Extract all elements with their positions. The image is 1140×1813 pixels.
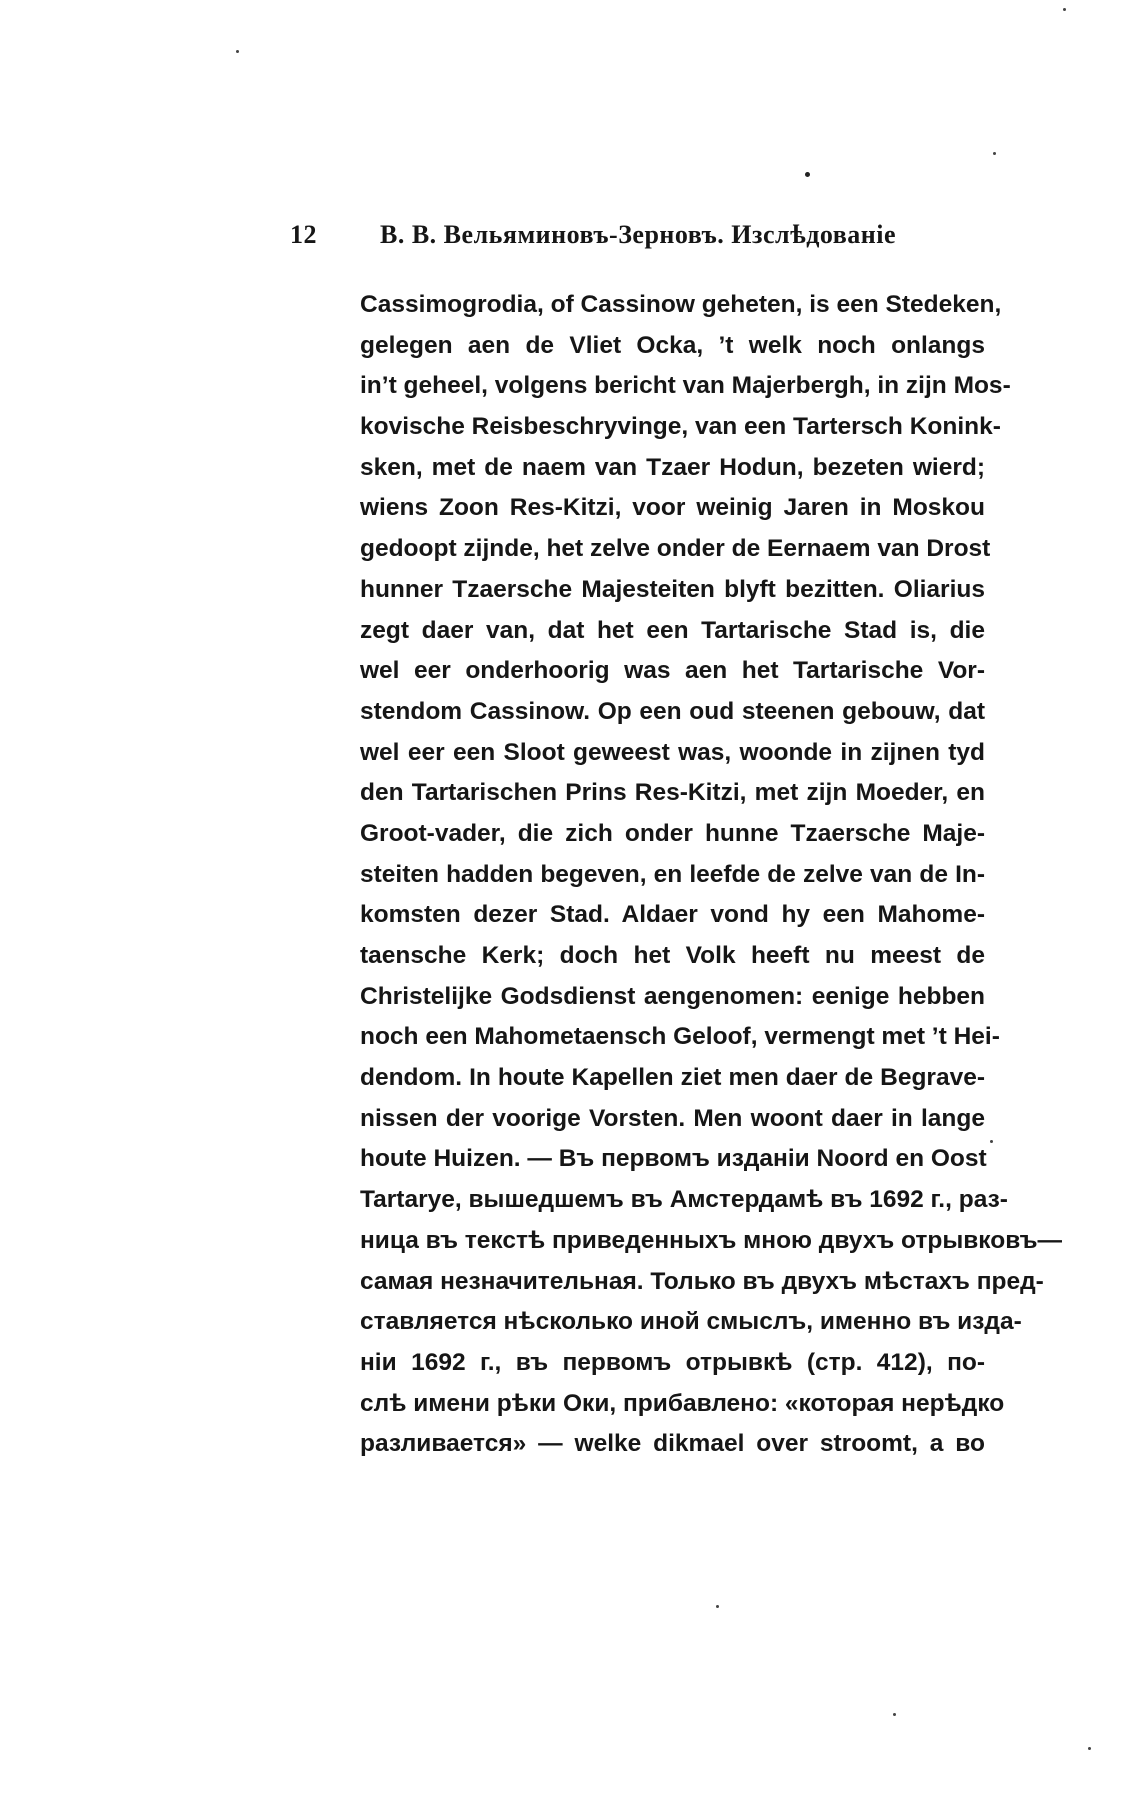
text-line: wiens Zoon Res-Kitzi, voor weinig Jaren in Moskou	[360, 494, 985, 522]
scan-speck	[990, 1140, 993, 1143]
text-line: stendom Cassinow. Op een oud steenen gebouw, dat	[360, 697, 985, 725]
text-line: ніи 1692 г., въ первомъ отрывкѣ (стр. 412), по-	[360, 1348, 985, 1376]
text-line: komsten dezer Stad. Aldaer vond hy een Mahome-	[360, 901, 985, 929]
text-line: sken, met de naem van Tzaer Hodun, bezeten wierd;	[360, 453, 985, 481]
text-line: разливается» — welke dikmael over stroomt, а во	[360, 1430, 985, 1458]
text-line: Cassimogrodia, of Cassinow geheten, is een Stedeken,	[360, 291, 1002, 318]
text-line: gelegen aen de Vliet Ocka, ’t welk noch onlangs	[360, 331, 985, 359]
running-title: В. В. Вельяминовъ-Зерновъ. Изслѣдованіе	[380, 220, 897, 249]
text-line: Tartarye, вышедшемъ въ Амстердамѣ въ 1692 г., раз-	[360, 1186, 1008, 1214]
text-line: hunner Tzaersche Majesteiten blyft bezitten. Oliarius	[360, 575, 985, 603]
text-line: wel eer onderhoorig was aen het Tartarische Vor-	[360, 657, 985, 685]
text-line: taensche Kerk; doch het Volk heeft nu meest de	[360, 942, 985, 969]
page-number: 12	[290, 220, 317, 249]
scan-speck	[893, 1713, 896, 1716]
text-line: dendom. In houte Kapellen ziet men daer de Begrave-	[360, 1064, 985, 1092]
running-head	[290, 220, 990, 260]
scan-speck	[1088, 1747, 1091, 1750]
scan-speck	[716, 1605, 719, 1608]
text-line: houte Huizen. — Въ первомъ изданіи Noord en Oost	[360, 1145, 987, 1173]
text-line: wel eer een Sloot geweest was, woonde in zijnen tyd	[360, 738, 985, 766]
text-line: Groot-vader, die zich onder hunne Tzaersche Maje-	[360, 819, 985, 847]
text-line: in’t geheel, volgens bericht van Majerbergh, in zijn Mos-	[360, 372, 1011, 400]
scan-speck	[236, 50, 239, 53]
text-line: самая незначительная. Только въ двухъ мѣстахъ пред-	[360, 1267, 1044, 1295]
text-line: steiten hadden begeven, en leefde de zelve van de In-	[360, 860, 985, 888]
text-line: ставляется нѣсколько иной смыслъ, именно въ изда-	[360, 1308, 1022, 1336]
text-line: kovische Reisbeschryvinge, van een Tartersch Konink-	[360, 413, 1001, 441]
scan-speck	[1063, 8, 1066, 11]
text-line: nissen der voorige Vorsten. Men woont daer in lange	[360, 1104, 985, 1132]
scan-speck	[805, 172, 810, 177]
text-line: gedoopt zijnde, het zelve onder de Eernaem van Drost	[360, 535, 991, 563]
text-line: Christelijke Godsdienst aengenomen: eenige hebben	[360, 982, 985, 1010]
scan-speck	[993, 152, 996, 155]
text-line: ница въ текстѣ приведенныхъ мною двухъ отрывковъ—	[360, 1226, 1063, 1254]
text-line: zegt daer van, dat het een Tartarische Stad is, die	[360, 616, 985, 644]
text-line: noch een Mahometaensch Geloof, vermengt met ’t Hei-	[360, 1023, 1000, 1051]
body-text	[360, 285, 1063, 1465]
text-line: слѣ имени рѣки Оки, прибавлено: «которая нерѣдко	[360, 1389, 1005, 1417]
text-line: den Tartarischen Prins Res-Kitzi, met zijn Moeder, en	[360, 779, 985, 807]
